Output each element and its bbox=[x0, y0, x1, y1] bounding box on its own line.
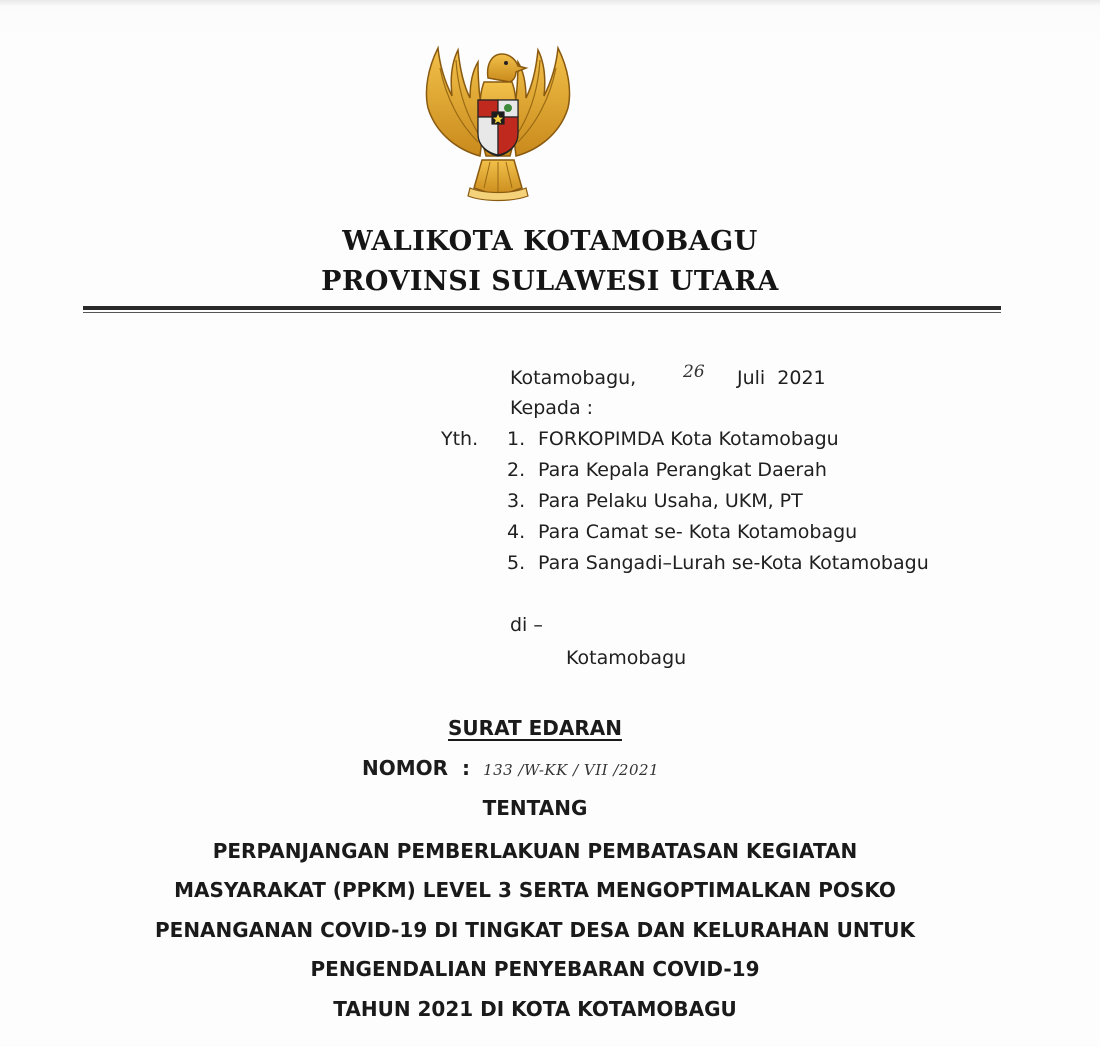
letter-number-label: NOMOR : bbox=[362, 756, 470, 780]
list-item-text: Para Sangadi–Lurah se-Kota Kotamobagu bbox=[538, 552, 929, 574]
letter-number-value: 133 /W-KK / VII /2021 bbox=[483, 761, 660, 779]
di-label: di – bbox=[510, 614, 543, 636]
list-item-number: 1. bbox=[507, 428, 526, 450]
header-rule-thick bbox=[83, 306, 1001, 310]
city-name: Kotamobagu bbox=[566, 647, 687, 669]
letter-type: SURAT EDARAN bbox=[448, 716, 622, 740]
date-month-year: Juli 2021 bbox=[737, 367, 826, 389]
subject-line-1: PERPANJANGAN PEMBERLAKUAN PEMBATASAN KEGIATAN bbox=[212, 839, 858, 863]
list-item-number: 2. bbox=[507, 459, 526, 481]
tentang-label: TENTANG bbox=[482, 796, 588, 820]
list-item-number: 5. bbox=[507, 552, 526, 574]
yth-label: Yth. bbox=[441, 428, 479, 450]
list-item-text: Para Pelaku Usaha, UKM, PT bbox=[538, 490, 803, 512]
subject-line-4: PENGENDALIAN PENYEBARAN COVID-19 bbox=[310, 957, 760, 981]
list-item-text: FORKOPIMDA Kota Kotamobagu bbox=[538, 428, 839, 450]
list-item-text: Para Kepala Perangkat Daerah bbox=[538, 459, 827, 481]
subject-line-2: MASYARAKAT (PPKM) LEVEL 3 SERTA MENGOPTIMALKAN POSKO bbox=[174, 878, 896, 902]
list-item-number: 4. bbox=[507, 521, 526, 543]
header-line-provinsi: PROVINSI SULAWESI UTARA bbox=[321, 266, 779, 297]
date-day-handwritten: 26 bbox=[683, 362, 705, 382]
date-place: Kotamobagu, bbox=[510, 367, 637, 389]
list-item-text: Para Camat se- Kota Kotamobagu bbox=[538, 521, 858, 543]
list-item-number: 3. bbox=[507, 490, 526, 512]
kepada-label: Kepada : bbox=[510, 397, 594, 419]
garuda-emblem-icon bbox=[418, 38, 578, 204]
header-rule-thin bbox=[83, 312, 1001, 313]
subject-line-5: TAHUN 2021 DI KOTA KOTAMOBAGU bbox=[333, 997, 737, 1021]
subject-line-3: PENANGANAN COVID-19 DI TINGKAT DESA DAN KELURAHAN UNTUK bbox=[155, 918, 915, 942]
header-line-walikota: WALIKOTA KOTAMOBAGU bbox=[342, 226, 758, 257]
letter-number bbox=[362, 756, 659, 780]
